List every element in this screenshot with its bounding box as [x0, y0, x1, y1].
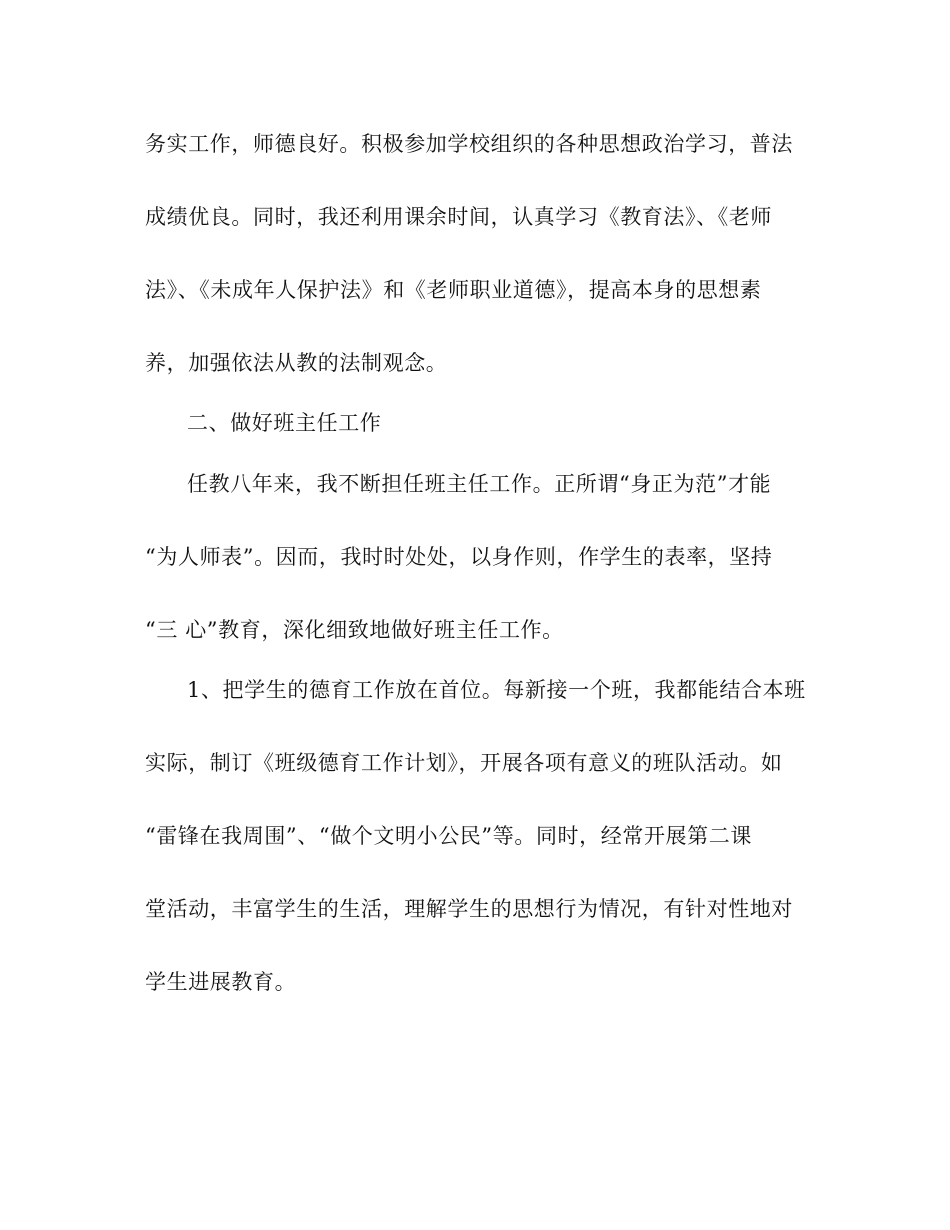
text-line: 法》、《未成年人保护法》和《老师职业道德》，提高本身的思想素 — [145, 278, 762, 302]
text-line: 养，加强依法从教的法制观念。 — [145, 351, 448, 375]
text-line: 学生进展教育。 — [145, 970, 297, 994]
text-line: 务实工作，师德良好。积极参加学校组织的各种思想政治学习，普法 — [145, 132, 793, 156]
text-line: “雷锋在我周围”、“做个文明小公民”等。同时，经常开展第二课 — [145, 824, 752, 848]
text-line: 1、把学生的德育工作放在首位。每新接一个班，我都能结合本班 — [187, 678, 806, 702]
text-line: 成绩优良。同时，我还利用课余时间，认真学习《教育法》、《老师 — [145, 205, 772, 229]
text-line: “三 心”教育，深化细致地做好班主任工作。 — [145, 618, 564, 642]
text-line: 实际，制订《班级德育工作计划》，开展各项有意义的班队活动。如 — [145, 751, 783, 775]
section-heading: 二、做好班主任工作 — [187, 411, 382, 435]
text-line: “为人师表”。因而，我时时处处，以身作则，作学生的表率，坚持 — [145, 545, 773, 569]
text-line: 堂活动，丰富学生的生活，理解学生的思想行为情况，有针对性地对 — [145, 897, 793, 921]
text-line: 任教八年来，我不断担任班主任工作。正所谓“身正为范”才能 — [187, 472, 772, 496]
